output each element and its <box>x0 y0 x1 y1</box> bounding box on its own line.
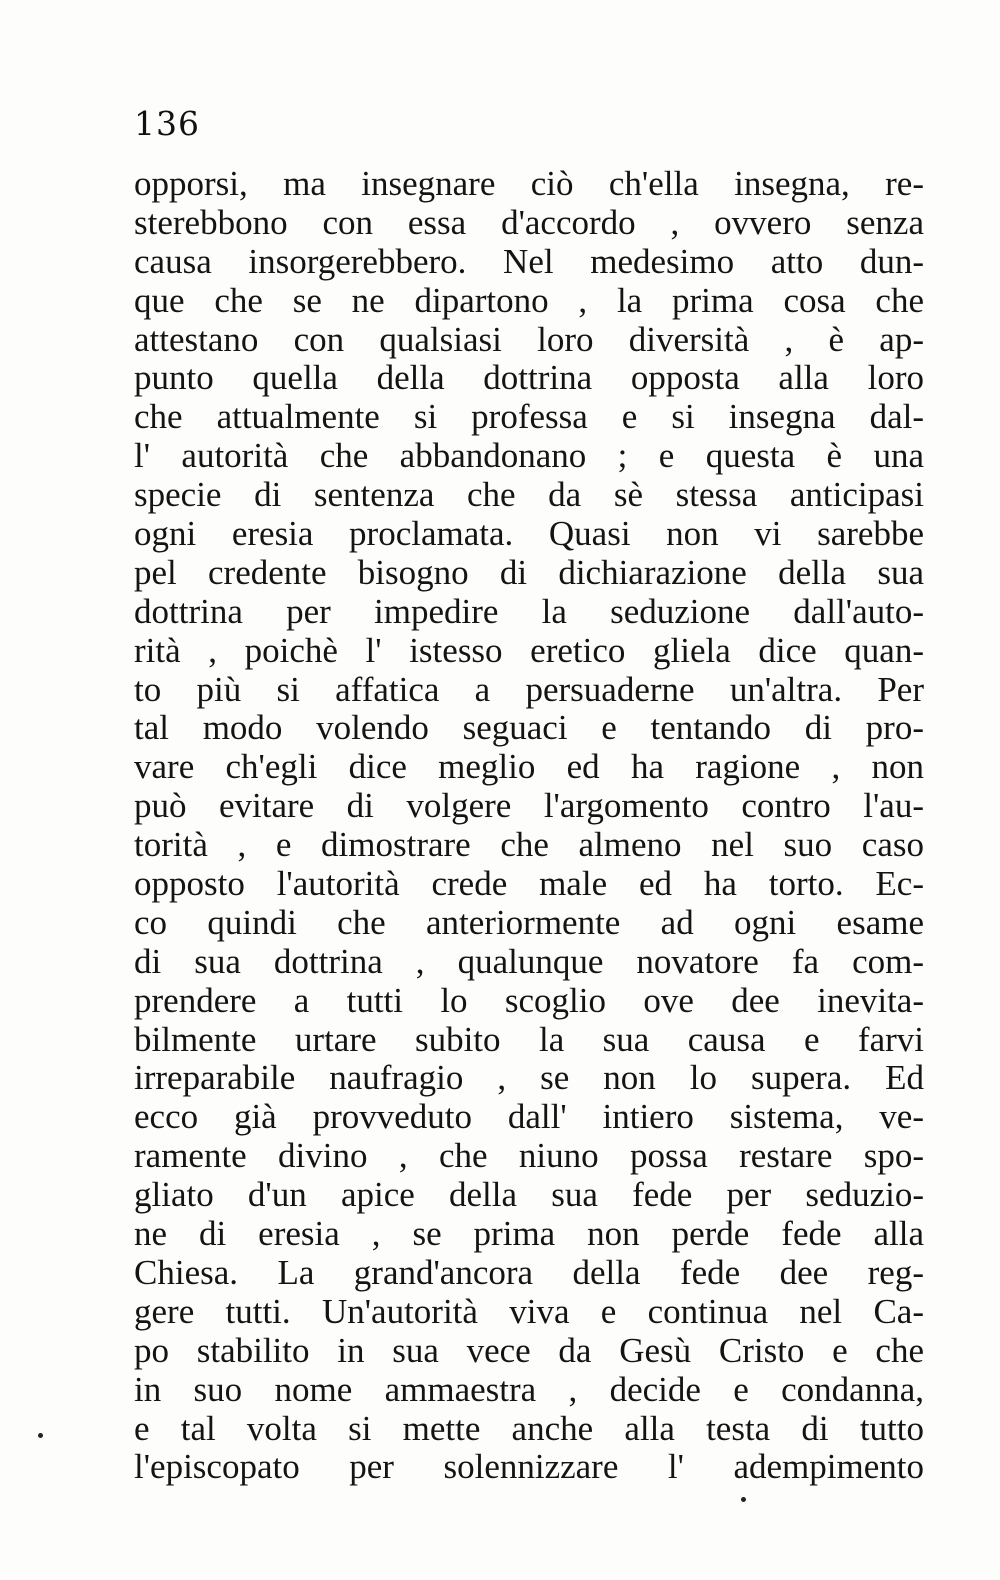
text-line: l' autorità che abbandonano ; e questa è una <box>134 437 924 476</box>
text-line: opporsi, ma insegnare ciò ch'ella insegna, re- <box>134 165 924 203</box>
text-line: specie di sentenza che da sè stessa anticipasi <box>134 476 924 515</box>
body-text <box>134 165 924 1487</box>
text-line: opposto l'autorità crede male ed ha torto. Ec- <box>134 865 924 904</box>
text-line: che attualmente si professa e si insegna dal- <box>134 398 924 437</box>
text-line: gliato d'un apice della sua fede per seduzio- <box>134 1176 924 1215</box>
text-line: sterebbono con essa d'accordo , ovvero senza <box>134 203 924 242</box>
text-line: può evitare di volgere l'argomento contro l'au- <box>134 787 924 826</box>
text-line: rità , poichè l' istesso eretico gliela dice quan- <box>134 631 924 670</box>
text-line: di sua dottrina , qualunque novatore fa com- <box>134 942 924 981</box>
text-line: dottrina per impedire la seduzione dall'auto- <box>134 592 924 631</box>
page-number: 136 <box>134 104 200 143</box>
text-line: que che se ne dipartono , la prima cosa che <box>134 281 924 320</box>
text-line: attestano con qualsiasi loro diversità , è ap- <box>134 320 924 359</box>
text-line: torità , e dimostrare che almeno nel suo caso <box>134 826 924 865</box>
text-line: po stabilito in sua vece da Gesù Cristo e che <box>134 1331 924 1370</box>
text-line: ecco già provveduto dall' intiero sistema, ve- <box>134 1098 924 1137</box>
text-line: e tal volta si mette anche alla testa di tutto <box>134 1409 924 1448</box>
text-line: prendere a tutti lo scoglio ove dee inevita- <box>134 981 924 1020</box>
text-line: vare ch'egli dice meglio ed ha ragione , non <box>134 748 924 787</box>
text-line: l'episcopato per solennizzare l' adempimento <box>134 1448 924 1487</box>
text-line: Chiesa. La grand'ancora della fede dee reg- <box>134 1253 924 1292</box>
text-line: in suo nome ammaestra , decide e condanna, <box>134 1370 924 1409</box>
print-speck <box>38 1433 43 1438</box>
text-line: irreparabile naufragio , se non lo supera. Ed <box>134 1059 924 1098</box>
text-line: to più si affatica a persuaderne un'altra. Per <box>134 670 924 709</box>
text-line: ogni eresia proclamata. Quasi non vi sarebbe <box>134 515 924 554</box>
text-line: pel credente bisogno di dichiarazione della sua <box>134 553 924 592</box>
text-line: ramente divino , che niuno possa restare spo- <box>134 1137 924 1176</box>
text-line: causa insorgerebbero. Nel medesimo atto dun- <box>134 242 924 281</box>
text-line: ne di eresia , se prima non perde fede alla <box>134 1215 924 1254</box>
text-line: bilmente urtare subito la sua causa e farvi <box>134 1020 924 1059</box>
text-line: tal modo volendo seguaci e tentando di pro- <box>134 709 924 748</box>
text-line: gere tutti. Un'autorità viva e continua nel Ca- <box>134 1292 924 1331</box>
text-line: punto quella della dottrina opposta alla loro <box>134 359 924 398</box>
text-line: co quindi che anteriormente ad ogni esame <box>134 903 924 942</box>
print-speck <box>741 1497 746 1502</box>
